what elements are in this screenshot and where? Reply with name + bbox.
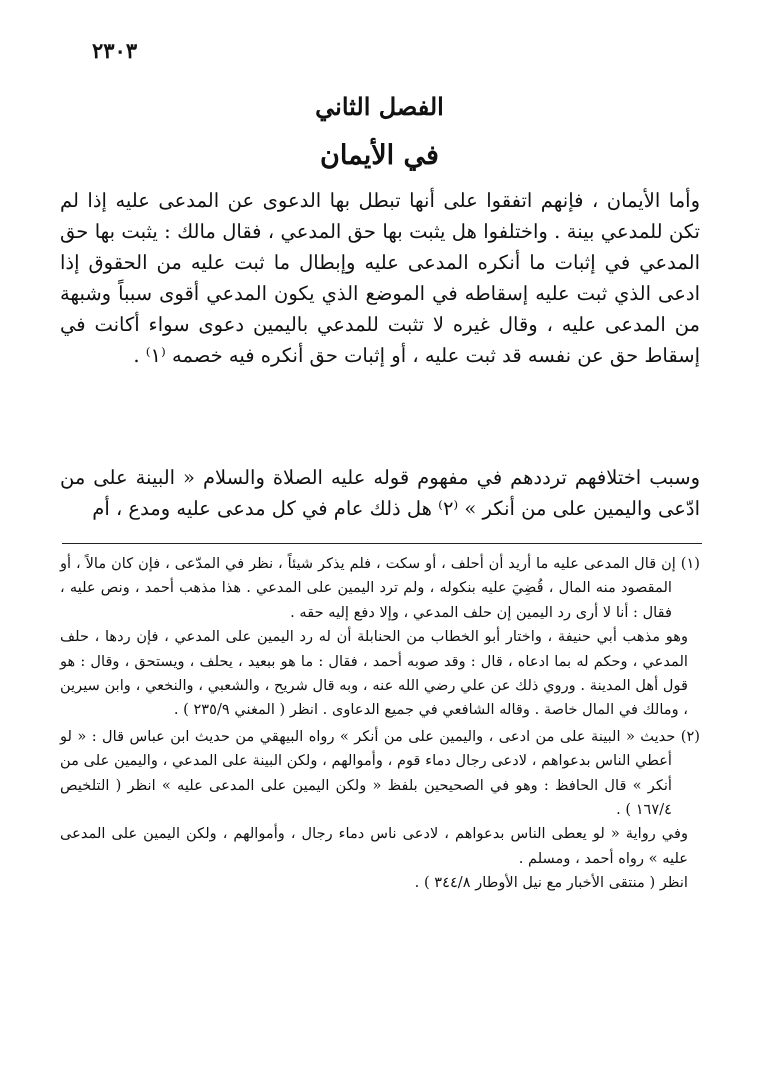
body-paragraph: وسبب اختلافهم ترددهم في مفهوم قوله عليه الصلاة والسلام « البينة على من ادّعى واليمين على من أنكر » ⁽٢⁾ هل ذلك عام في كل مدعى عليه ومدع ، أم xyxy=(60,466,700,520)
footnote-1: (١) إن قال المدعى عليه ما أريد أن أحلف ، أو سكت ، فلم يذكر شيئاً ، نظر في المدّعى ، فإن كان مالاً ، أو المقصود منه المال ، قُضِيَ عليه بنكوله ، ولم ترد اليمين على المدعي . هذا مذهب أحمد ، ونص عليه ، فقال : أنا لا أرى رد اليمين إن حلف المدعي ، وإلا دفع إليه حقه . xyxy=(60,555,700,621)
footnotes xyxy=(60,552,700,896)
chapter-title: الفصل الثاني xyxy=(315,92,444,121)
section-title: في الأيمان xyxy=(320,140,439,171)
footnote-2: (٢) حديث « البينة على من ادعى ، واليمين على من أنكر » رواه البيهقي من حديث ابن عباس قال : « لو أعطي الناس بدعواهم ، لادعى رجال دماء قوم ، وأموالهم ، ولكن البينة على المدعي ، واليمين على من أنكر » قال الحافظ : وهو في الصحيحين بلفظ « ولكن اليمين على المدعى عليه » انظر ( التلخيص ١٦٧/٤ ) . xyxy=(60,727,700,819)
footnote-divider xyxy=(62,543,702,544)
footnote-2-continued: وفي رواية « لو يعطى الناس بدعواهم ، لادعى ناس دماء رجال ، وأموالهم ، ولكن اليمين على المدعى عليه » رواه أحمد ، ومسلم . xyxy=(60,825,688,867)
body-paragraph: وأما الأيمان ، فإنهم اتفقوا على أنها تبطل بها الدعوى عن المدعى عليه إذا لم تكن للمدعي بينة . واختلفوا هل يثبت بها حق المدعي ، فقال مالك : يثبت بها حق المدعي في إثبات ما أنكره المدعى عليه وإبطال ما ثبت عليه من الحقوق إذا ادعى الذي ثبت عليه إسقاطه في الموضع الذي يكون المدعي أقوى سبباً وشبهة من المدعى عليه ، وقال غيره لا تثبت للمدعي باليمين دعوى سواء أكانت في إسقاط حق عن نفسه قد ثبت عليه ، أو إثبات حق أنكره فيه خصمه ⁽١⁾ . xyxy=(60,189,700,367)
footnote-2-reference: انظر ( منتقى الأخبار مع نيل الأوطار ٣٤٤/٨ ) . xyxy=(414,874,688,892)
footnote-1-continued: وهو مذهب أبي حنيفة ، واختار أبو الخطاب من الحنابلة أن له رد اليمين على المدعي ، فإن ردها ، حلف المدعي ، وحكم له بما ادعاه ، قال : وقد صوبه أحمد ، فقال : ما هو ببعيد ، يحلف ، ويستحق ، وقال : هو قول أهل المدينة . وروي ذلك عن علي رضي الله عنه ، وبه قال شريح ، والشعبي ، والنخعي ، وابن سيرين ، ومالك في المال خاصة . وقاله الشافعي في جميع الدعاوى . انظر ( المغني ٢٣٥/٩ ) . xyxy=(60,628,688,719)
page-number: ٢٣٠٣ xyxy=(92,38,138,63)
